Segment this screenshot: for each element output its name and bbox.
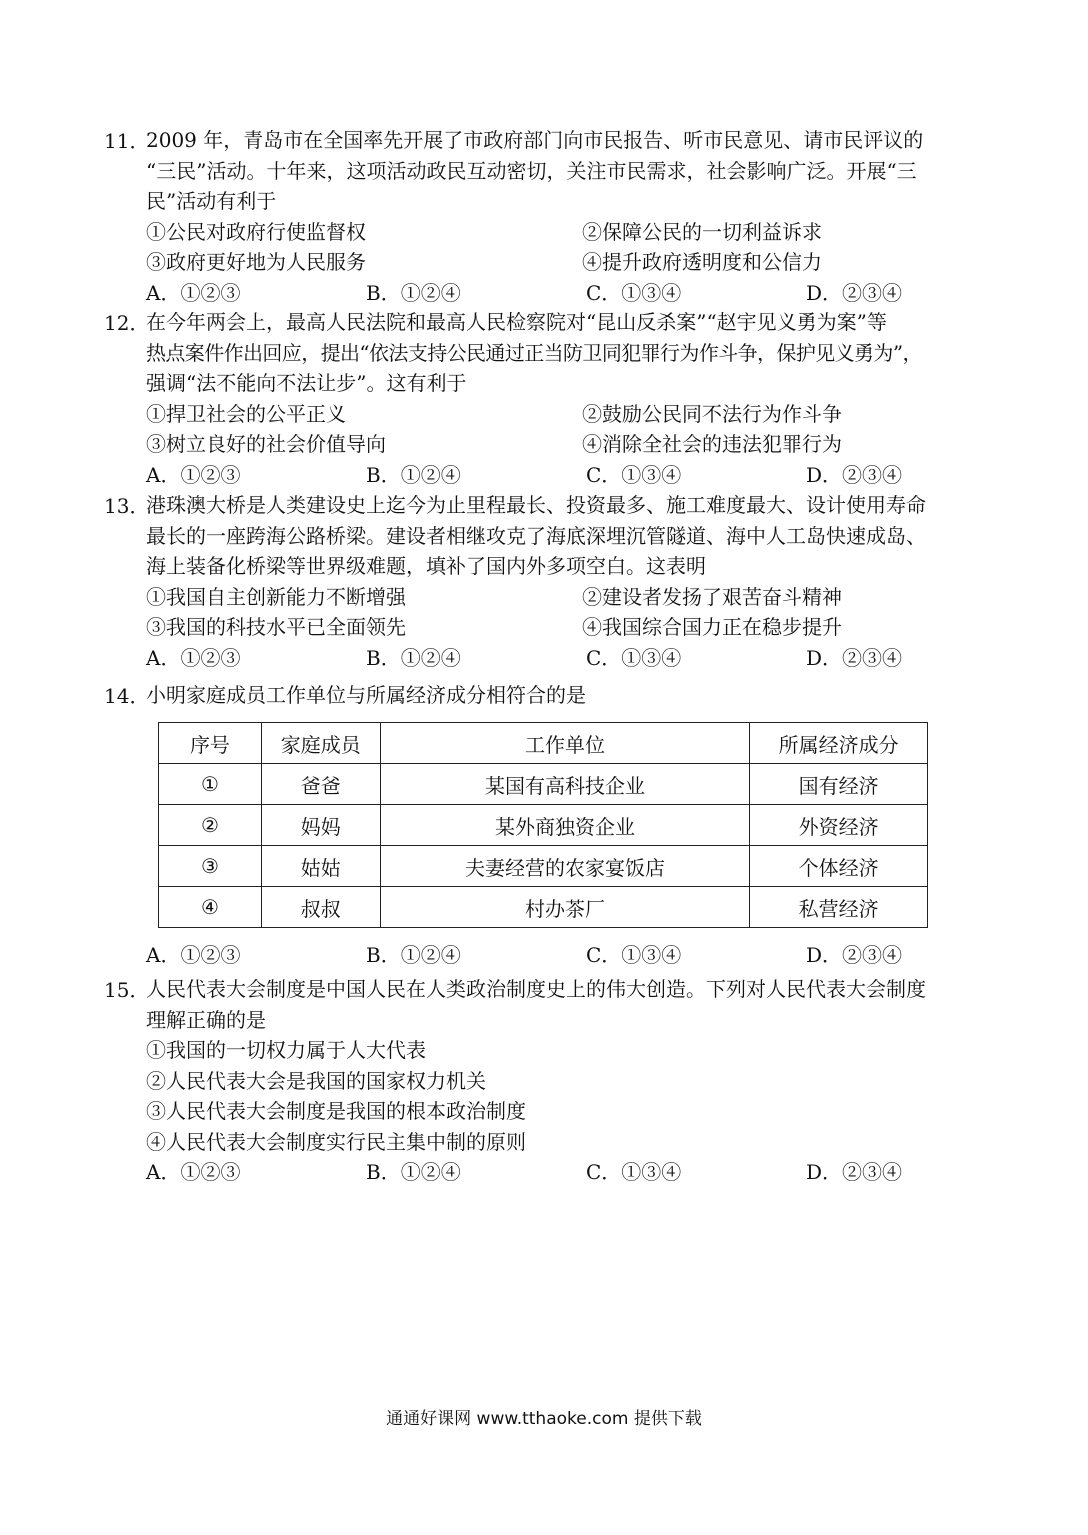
answer-choice-d: D．②③④ xyxy=(806,1160,903,1184)
table-cell: 私营经济 xyxy=(750,887,928,928)
answer-choice-a: A．①②③ xyxy=(146,280,241,305)
question-number: 14． xyxy=(104,684,150,708)
answer-choice-b: B．①②④ xyxy=(366,943,461,967)
question-stem-line: 人民代表大会制度是中国人民在人类政治制度史上的伟大创造。下列对人民代表大会制度 xyxy=(146,977,926,1001)
table-cell: 某外商独资企业 xyxy=(380,805,749,846)
answer-choices xyxy=(104,278,994,309)
answer-choices xyxy=(104,460,994,491)
statement-options xyxy=(104,399,994,460)
table-cell: 国有经济 xyxy=(750,764,928,805)
table-row xyxy=(159,764,928,805)
statement-option: ④提升政府透明度和公信力 xyxy=(582,250,822,274)
statement-option: ②保障公民的一切利益诉求 xyxy=(582,219,822,244)
question-stem-line: 热点案件作出回应，提出“依法支持公民通过正当防卫同犯罪行为作斗争，保护见义勇为”， xyxy=(146,340,922,365)
answer-choice-c: C．①③④ xyxy=(586,645,682,670)
table-cell: 外资经济 xyxy=(750,805,928,846)
statement-option: ③人民代表大会制度是我国的根本政治制度 xyxy=(146,1099,526,1123)
statement-options xyxy=(104,1035,994,1157)
question-12 xyxy=(104,307,994,490)
statement-option: ②建设者发扬了艰苦奋斗精神 xyxy=(582,584,842,609)
table-row xyxy=(159,887,928,928)
statement-option: ①我国的一切权力属于人大代表 xyxy=(146,1038,426,1062)
statement-option: ②鼓励公民同不法行为作斗争 xyxy=(582,401,842,426)
table-cell: 妈妈 xyxy=(261,805,380,846)
question-stem-line: 2009 年，青岛市在全国率先开展了市政府部门向市民报告、听市民意见、请市民评议的 xyxy=(146,128,924,152)
question-stem-line: 强调“法不能向不法让步”。这有利于 xyxy=(146,371,467,395)
answer-choice-b: B．①②④ xyxy=(366,645,461,670)
answer-choice-c: C．①③④ xyxy=(586,462,682,487)
answer-choice-b: B．①②④ xyxy=(366,280,461,305)
question-stem-line: 民”活动有利于 xyxy=(146,189,277,213)
answer-choice-b: B．①②④ xyxy=(366,1160,461,1184)
answer-choice-b: B．①②④ xyxy=(366,462,461,487)
table-cell: 姑姑 xyxy=(261,846,380,887)
answer-choice-a: A．①②③ xyxy=(146,645,241,670)
answer-choice-c: C．①③④ xyxy=(586,280,682,305)
question-number: 11． xyxy=(104,129,150,153)
question-stem-line: 理解正确的是 xyxy=(146,1007,266,1032)
statement-option: ④消除全社会的违法犯罪行为 xyxy=(582,432,842,456)
question-number: 13． xyxy=(104,494,150,518)
statement-option: ③我国的科技水平已全面领先 xyxy=(146,615,406,639)
question-11 xyxy=(104,125,994,308)
table-cell: 村办茶厂 xyxy=(380,887,749,928)
answer-choice-d: D．②③④ xyxy=(806,645,903,670)
statement-option: ①我国自主创新能力不断增强 xyxy=(146,584,406,609)
question-stem-line: “三民”活动。十年来，这项活动政民互动密切，关注市民需求，社会影响广泛。开展“三 xyxy=(146,158,917,183)
table-cell: 夫妻经营的农家宴饭店 xyxy=(380,846,749,887)
table-cell: 爸爸 xyxy=(261,764,380,805)
statement-option: ②人民代表大会是我国的国家权力机关 xyxy=(146,1068,486,1093)
page-footer: 通通好课网 www.tthaoke.com 提供下载 xyxy=(386,1409,702,1429)
table-row xyxy=(159,846,928,887)
table-row xyxy=(159,805,928,846)
table-cell: ③ xyxy=(159,846,262,887)
statement-option: ④人民代表大会制度实行民主集中制的原则 xyxy=(146,1129,526,1154)
statement-options xyxy=(104,217,994,278)
question-14-choices xyxy=(104,940,994,971)
table-header-cell: 家庭成员 xyxy=(261,723,380,764)
answer-choice-c: C．①③④ xyxy=(586,943,682,967)
table-header-cell: 工作单位 xyxy=(380,723,749,764)
statement-option: ④我国综合国力正在稳步提升 xyxy=(582,615,842,639)
statement-options xyxy=(104,582,994,643)
statement-option: ①公民对政府行使监督权 xyxy=(146,219,366,244)
answer-choice-c: C．①③④ xyxy=(586,1160,682,1184)
table-cell: 叔叔 xyxy=(261,887,380,928)
question-15 xyxy=(104,974,994,1188)
question-stem-line: 港珠澳大桥是人类建设史上迄今为止里程最长、投资最多、施工难度最大、设计使用寿命 xyxy=(146,493,926,517)
question-number: 12． xyxy=(104,311,150,335)
answer-choices xyxy=(104,643,994,674)
table-header-cell: 序号 xyxy=(159,723,262,764)
question-stem-line: 最长的一座跨海公路桥梁。建设者相继攻克了海底深埋沉管隧道、海中人工岛快速成岛、 xyxy=(146,523,926,548)
statement-option: ①捍卫社会的公平正义 xyxy=(146,401,346,426)
answer-choice-a: A．①②③ xyxy=(146,1160,241,1184)
answer-choice-d: D．②③④ xyxy=(806,943,903,967)
question-stem-line: 小明家庭成员工作单位与所属经济成分相符合的是 xyxy=(146,683,586,707)
answer-choice-a: A．①②③ xyxy=(146,943,241,967)
table-header-cell: 所属经济成分 xyxy=(750,723,928,764)
answer-choice-d: D．②③④ xyxy=(806,280,903,305)
answer-choice-a: A．①②③ xyxy=(146,462,241,487)
statement-option: ③政府更好地为人民服务 xyxy=(146,250,366,274)
question-stem-line: 海上装备化桥梁等世界级难题，填补了国内外多项空白。这表明 xyxy=(146,554,706,578)
answer-choices xyxy=(104,1157,994,1188)
table-cell: 个体经济 xyxy=(750,846,928,887)
answer-choices xyxy=(104,940,994,971)
answer-choice-d: D．②③④ xyxy=(806,462,903,487)
question-13 xyxy=(104,490,994,673)
family-economy-table xyxy=(158,722,928,928)
table-cell: ④ xyxy=(159,887,262,928)
question-stem-line: 在今年两会上，最高人民法院和最高人民检察院对“昆山反杀案”“赵宇见义勇为案”等 xyxy=(146,310,887,334)
question-14 xyxy=(104,680,994,711)
table-header-row xyxy=(159,723,928,764)
table-cell: ① xyxy=(159,764,262,805)
statement-option: ③树立良好的社会价值导向 xyxy=(146,432,386,456)
question-number: 15． xyxy=(104,978,150,1002)
table-cell: 某国有高科技企业 xyxy=(380,764,749,805)
table-cell: ② xyxy=(159,805,262,846)
